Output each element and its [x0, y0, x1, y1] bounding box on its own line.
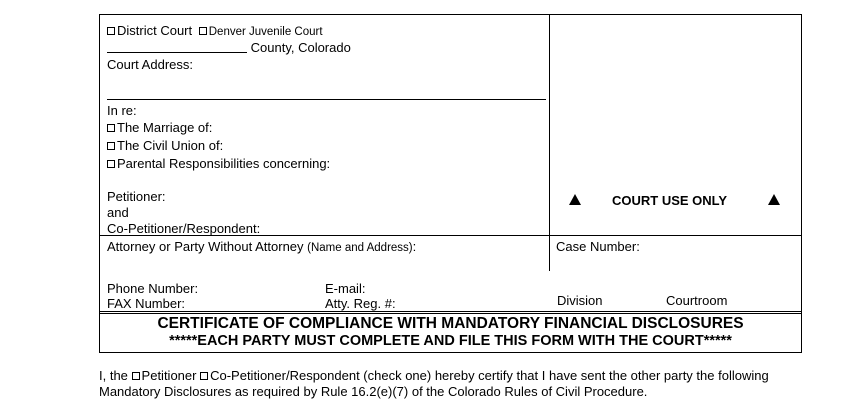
petitioner-option-label: Petitioner [141, 368, 197, 383]
certify-line-1 [99, 368, 769, 383]
courtroom-label: Courtroom [666, 293, 728, 308]
up-arrow-icon-right [768, 194, 780, 205]
form-title: CERTIFICATE OF COMPLIANCE WITH MANDATORY FINANCIAL DISCLOSURES [157, 315, 744, 332]
parental-label: Parental Responsibilities concerning: [117, 156, 331, 171]
court-selection [107, 23, 323, 40]
parental-option [107, 156, 330, 171]
county-line [107, 40, 351, 55]
court-address-line[interactable] [107, 99, 546, 100]
parental-checkbox[interactable] [107, 160, 115, 168]
and-label: and [107, 205, 129, 220]
petitioner-checkbox[interactable] [132, 372, 140, 380]
attorney-label-text: Attorney or Party Without Attorney [107, 239, 304, 254]
district-court-label: District Court [117, 23, 193, 38]
email-label: E-mail: [325, 281, 366, 296]
co-petitioner-checkbox[interactable] [200, 372, 208, 380]
marriage-checkbox[interactable] [107, 124, 115, 132]
marriage-option [107, 120, 212, 135]
district-court-checkbox[interactable] [107, 27, 115, 35]
fax-label: FAX Number: [107, 296, 186, 311]
phone-label: Phone Number: [107, 281, 199, 296]
division-label: Division [557, 293, 603, 308]
attorney-label [107, 239, 416, 256]
court-use-only: COURT USE ONLY [612, 193, 728, 208]
co-petitioner-label: Co-Petitioner/Respondent: [107, 221, 261, 236]
caption-divider-vertical [549, 14, 550, 271]
atty-reg-label: Atty. Reg. #: [325, 296, 396, 311]
petitioner-label: Petitioner: [107, 189, 166, 204]
up-arrow-icon-left [569, 194, 581, 205]
marriage-label: The Marriage of: [117, 120, 213, 135]
in-re-label: In re: [107, 103, 137, 118]
court-address-label: Court Address: [107, 57, 193, 72]
attorney-hint: (Name and Address) [307, 242, 413, 254]
co-petitioner-option-label: Co-Petitioner/Respondent (check one) hereby certify that I have sent the other party the following [210, 368, 769, 383]
form-instruction: *****EACH PARTY MUST COMPLETE AND FILE THIS FORM WITH THE COURT***** [169, 333, 732, 349]
certify-line-2: Mandatory Disclosures as required by Rule 16.2(e)(7) of the Colorado Rules of Civil Procedure. [99, 384, 648, 399]
county-blank[interactable] [107, 52, 247, 53]
certify-intro: I, the [99, 368, 128, 383]
civil-union-label: The Civil Union of: [117, 138, 224, 153]
attorney-colon: : [412, 239, 417, 254]
civil-union-checkbox[interactable] [107, 142, 115, 150]
denver-juvenile-label: Denver Juvenile Court [208, 26, 323, 38]
case-number-label: Case Number: [556, 239, 640, 254]
denver-juvenile-checkbox[interactable] [199, 27, 207, 35]
civil-union-option [107, 138, 223, 153]
county-suffix: County, Colorado [250, 40, 351, 55]
